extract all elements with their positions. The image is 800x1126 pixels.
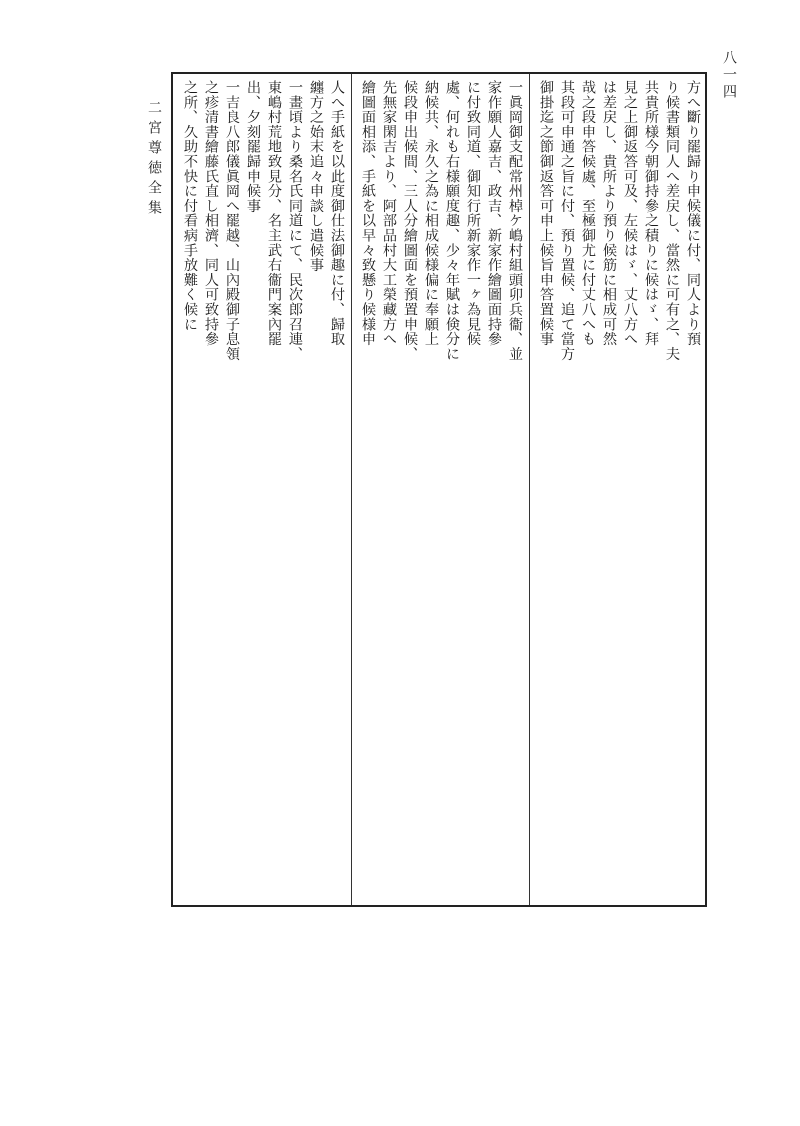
column-divider bbox=[529, 74, 530, 905]
text-line: 纏方之始末追々申談し遣候事 bbox=[308, 80, 324, 273]
text-line: り候書類同人へ差戻し、當然に可有之、夫 bbox=[664, 80, 680, 362]
text-line: 見之上御返答可及、左候はゞ、丈八方へ bbox=[622, 80, 638, 347]
text-line: 方へ斷り罷歸り申候儀に付、同人より預 bbox=[685, 80, 701, 347]
text-line: 一畫頃より桑名氏同道にて、民次郎召連、 bbox=[287, 80, 303, 362]
text-line: は差戻し、貴所より預り候筋に相成可然 bbox=[601, 80, 617, 347]
text-line: 人へ手紙を以此度御仕法御趣に付、歸取 bbox=[329, 80, 345, 347]
text-line: 候段申出候間、三人分繪圖面を預置申候、 bbox=[402, 80, 418, 362]
text-line: 一吉良八郎儀眞岡へ罷越、山內殿御子息領 bbox=[224, 80, 240, 362]
text-frame bbox=[171, 72, 707, 907]
text-line: 處、何れも右様願度趣、少々年賦は倹分に bbox=[444, 80, 460, 362]
column-divider bbox=[351, 74, 352, 905]
text-line: 之所、久助不快に付看病手放難く候に bbox=[182, 80, 198, 332]
text-line: 先無家閑吉より、阿部品村大工榮藏方へ bbox=[381, 80, 397, 347]
text-column-middle bbox=[357, 80, 525, 900]
book-title: 二宮尊徳全集 bbox=[146, 100, 162, 220]
text-line: 之疹清書繪藤氏直し相濟、同人可致持參 bbox=[203, 80, 219, 347]
text-column-right bbox=[535, 80, 703, 900]
text-line: に付致同道、御知行所新家作一ヶ為見候 bbox=[465, 80, 481, 347]
text-line: 繪圖面相添、手紙を以早々致懸り候様申 bbox=[360, 80, 376, 347]
text-line: 出、夕刻罷歸申候事 bbox=[245, 80, 261, 214]
text-line: 東嶋村荒地致見分、名主武右衞門案內罷 bbox=[266, 80, 282, 347]
text-line: 御掛迄之節御返答可申上候旨申答置候事 bbox=[538, 80, 554, 347]
text-line: 共貴所様今朝御持參之積りに候はゞ、拜 bbox=[643, 80, 659, 347]
text-line: 一眞岡御支配常州棹ケ嶋村組頭卯兵衞、並 bbox=[507, 80, 523, 362]
text-line: 家作願人嘉吉、政吉、新家作繪圖面持參 bbox=[486, 80, 502, 347]
page-number: 八一四 bbox=[721, 50, 737, 101]
text-line: 哉之段申答候處、至極御尤に付丈八へも bbox=[580, 80, 596, 347]
text-line: 其段可申通之旨に付、預り置候、追て當方 bbox=[559, 80, 575, 362]
text-line: 納候共、永久之為に相成候様偏に奉願上 bbox=[423, 80, 439, 347]
text-column-left bbox=[179, 80, 347, 900]
